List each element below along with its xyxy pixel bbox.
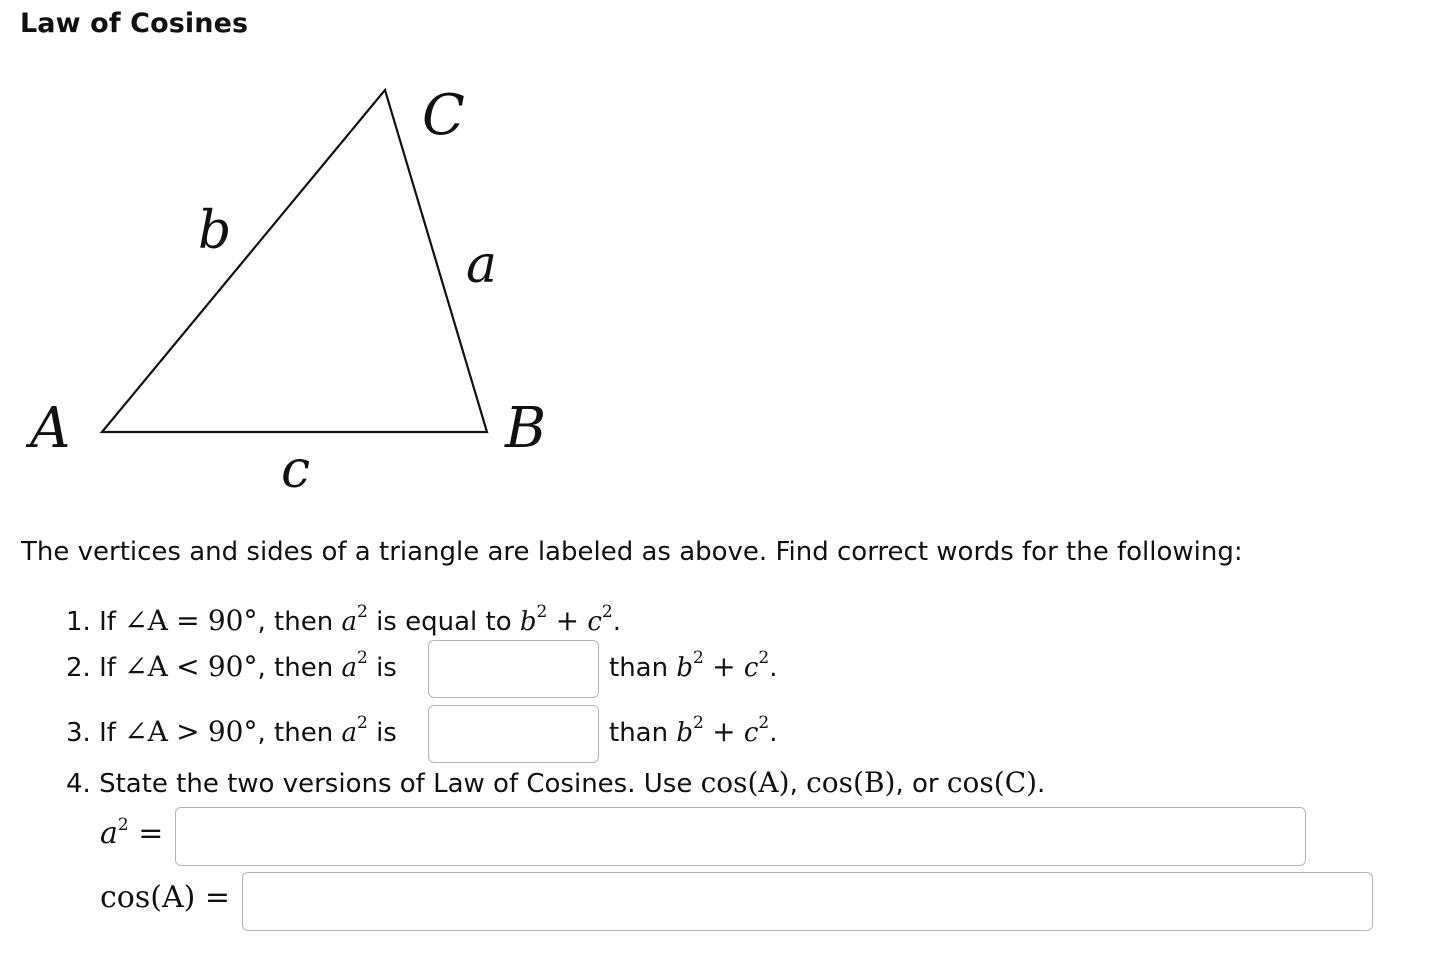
q1-plus: +	[555, 604, 580, 637]
question-4	[66, 766, 1045, 799]
q2-is: is	[376, 653, 397, 683]
eq1-equals: =	[138, 816, 164, 851]
law-of-cosines-cosa-input[interactable]	[242, 872, 1373, 931]
q2-than: than	[609, 653, 669, 683]
q2-then: , then	[257, 653, 334, 683]
q2-b-exp: 2	[693, 648, 704, 668]
q3-number: 3.	[66, 718, 91, 748]
side-label-c: c	[281, 440, 311, 500]
eq2-equals: =	[204, 880, 231, 915]
q2-c: c	[743, 653, 759, 683]
q1-b-exp: 2	[536, 602, 548, 622]
q3-relation: >	[176, 715, 200, 748]
q1-b: b	[519, 607, 537, 637]
side-label-b: b	[198, 201, 232, 261]
q1-a: a	[341, 607, 357, 637]
intro-text: The vertices and sides of a triangle are labeled as above. Find correct words for the following:	[21, 537, 1243, 567]
q3-b: b	[676, 718, 694, 748]
question-3-tail	[609, 715, 778, 748]
q3-angle: ∠A	[124, 715, 168, 748]
q3-than: than	[609, 718, 669, 748]
q1-is: is equal to	[376, 607, 512, 637]
q1-angle: ∠A	[124, 604, 168, 637]
q3-then: , then	[257, 718, 334, 748]
q2-relation: <	[176, 650, 200, 683]
q1-a-exp: 2	[356, 602, 368, 622]
question-2	[66, 650, 397, 683]
q1-degrees: 90°	[207, 604, 258, 637]
q2-if: If	[99, 653, 116, 683]
side-label-a: a	[466, 235, 498, 295]
q2-answer-input[interactable]	[428, 640, 599, 698]
vertex-label-a: A	[30, 396, 71, 461]
q2-degrees: 90°	[207, 650, 258, 683]
q2-a: a	[341, 653, 357, 683]
equation-1-label	[100, 816, 163, 851]
question-3	[66, 715, 397, 748]
q1-if: If	[99, 607, 116, 637]
q2-end: .	[769, 653, 778, 683]
q1-number: 1.	[66, 607, 91, 637]
eq1-exp: 2	[117, 815, 129, 835]
q4-cos-b: cos(B)	[806, 766, 896, 799]
triangle-diagram	[0, 0, 620, 500]
q4-end: .	[1037, 769, 1046, 799]
question-1	[66, 604, 621, 637]
q3-plus: +	[712, 715, 736, 748]
q2-c-exp: 2	[758, 648, 770, 668]
q4-cos-a: cos(A)	[700, 766, 790, 799]
q3-end: .	[769, 718, 778, 748]
vertex-label-c: C	[422, 83, 465, 148]
q1-relation: =	[176, 604, 200, 637]
q3-a: a	[341, 718, 357, 748]
q3-degrees: 90°	[207, 715, 258, 748]
law-of-cosines-a2-input[interactable]	[175, 807, 1306, 866]
vertex-label-b: B	[505, 396, 547, 461]
eq2-lhs: cos(A)	[100, 880, 196, 915]
q1-then: , then	[257, 607, 334, 637]
eq1-lhs: a	[100, 816, 118, 851]
q4-sep2: , or	[895, 769, 939, 799]
q2-plus: +	[712, 650, 736, 683]
q3-c-exp: 2	[758, 713, 770, 733]
q3-answer-input[interactable]	[428, 705, 599, 763]
q3-c: c	[743, 718, 759, 748]
q3-is: is	[376, 718, 397, 748]
q1-end: .	[612, 607, 622, 637]
q4-text: State the two versions of Law of Cosines. Use	[99, 769, 693, 799]
q3-if: If	[99, 718, 116, 748]
q2-number: 2.	[66, 653, 91, 683]
q2-a-exp: 2	[356, 648, 368, 668]
q4-cos-c: cos(C)	[946, 766, 1038, 799]
q1-c-exp: 2	[601, 602, 613, 622]
q1-c: c	[587, 607, 602, 637]
q2-b: b	[676, 653, 694, 683]
q2-angle: ∠A	[124, 650, 168, 683]
q3-b-exp: 2	[693, 713, 704, 733]
q4-number: 4.	[66, 769, 91, 799]
equation-2-label	[100, 880, 230, 915]
question-2-tail	[609, 650, 778, 683]
page-title: Law of Cosines	[20, 8, 249, 39]
q4-sep1: ,	[789, 769, 798, 799]
q3-a-exp: 2	[356, 713, 368, 733]
